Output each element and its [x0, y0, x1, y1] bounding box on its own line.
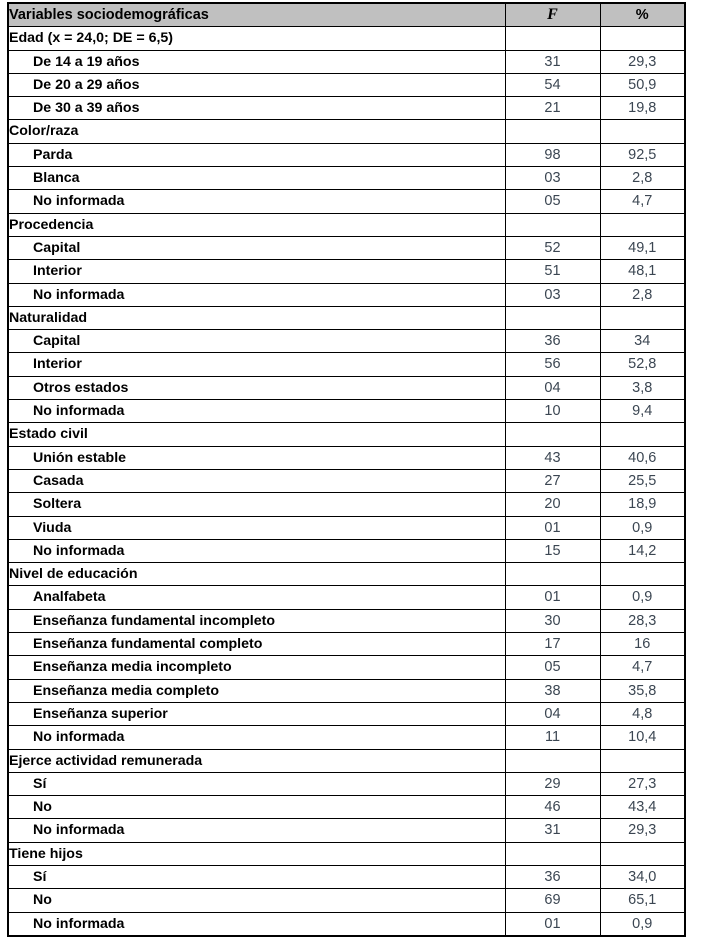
- frequency-cell: 01: [505, 912, 600, 936]
- category-label-cell: Color/raza: [8, 120, 505, 143]
- item-label-cell: No: [8, 889, 505, 912]
- column-header-frequency: F: [505, 3, 600, 27]
- item-label-cell: Viuda: [8, 516, 505, 539]
- frequency-cell: 46: [505, 796, 600, 819]
- table-body: [8, 27, 685, 936]
- frequency-cell: 01: [505, 516, 600, 539]
- frequency-cell: 52: [505, 236, 600, 259]
- table-row: [8, 563, 685, 586]
- percent-cell: 48,1: [600, 260, 685, 283]
- item-label-cell: No informada: [8, 190, 505, 213]
- table-row: [8, 796, 685, 819]
- percent-cell: 18,9: [600, 493, 685, 516]
- table-row: [8, 679, 685, 702]
- table-row: [8, 330, 685, 353]
- percent-cell: 2,8: [600, 167, 685, 190]
- frequency-cell: [505, 563, 600, 586]
- table-row: [8, 143, 685, 166]
- category-label-cell: Estado civil: [8, 423, 505, 446]
- table-row: [8, 120, 685, 143]
- percent-cell: 28,3: [600, 609, 685, 632]
- table-row: [8, 50, 685, 73]
- percent-cell: 2,8: [600, 283, 685, 306]
- table-row: [8, 702, 685, 725]
- frequency-cell: [505, 213, 600, 236]
- column-header-percent: %: [600, 3, 685, 27]
- table-row: [8, 749, 685, 772]
- percent-cell: 35,8: [600, 679, 685, 702]
- table-row: [8, 912, 685, 936]
- table-row: [8, 609, 685, 632]
- category-label-cell: Nivel de educación: [8, 563, 505, 586]
- percent-cell: [600, 842, 685, 865]
- frequency-cell: [505, 306, 600, 329]
- item-label-cell: No informada: [8, 400, 505, 423]
- item-label-cell: Otros estados: [8, 376, 505, 399]
- frequency-cell: 98: [505, 143, 600, 166]
- table-row: [8, 97, 685, 120]
- table-header-row: [8, 3, 685, 27]
- percent-cell: [600, 423, 685, 446]
- table-row: [8, 633, 685, 656]
- percent-cell: 4,8: [600, 702, 685, 725]
- percent-cell: 43,4: [600, 796, 685, 819]
- frequency-cell: 05: [505, 656, 600, 679]
- table-row: [8, 353, 685, 376]
- percent-cell: 92,5: [600, 143, 685, 166]
- table-row: [8, 167, 685, 190]
- table-row: [8, 656, 685, 679]
- table-row: [8, 73, 685, 96]
- percent-cell: 27,3: [600, 772, 685, 795]
- item-label-cell: Blanca: [8, 167, 505, 190]
- table-row: [8, 446, 685, 469]
- table-row: [8, 283, 685, 306]
- sociodemographic-variables-table: [7, 2, 686, 937]
- category-label-cell: Procedencia: [8, 213, 505, 236]
- item-label-cell: Soltera: [8, 493, 505, 516]
- item-label-cell: Casada: [8, 469, 505, 492]
- table-row: [8, 423, 685, 446]
- percent-cell: 0,9: [600, 912, 685, 936]
- item-label-cell: De 14 a 19 años: [8, 50, 505, 73]
- table-row: [8, 493, 685, 516]
- percent-cell: 3,8: [600, 376, 685, 399]
- percent-cell: 29,3: [600, 819, 685, 842]
- table-row: [8, 27, 685, 50]
- frequency-cell: 69: [505, 889, 600, 912]
- frequency-cell: [505, 120, 600, 143]
- item-label-cell: Capital: [8, 330, 505, 353]
- item-label-cell: Enseñanza media completo: [8, 679, 505, 702]
- frequency-cell: 04: [505, 376, 600, 399]
- frequency-cell: 01: [505, 586, 600, 609]
- item-label-cell: Unión estable: [8, 446, 505, 469]
- sociodemographic-table-container: [7, 2, 684, 937]
- percent-cell: 16: [600, 633, 685, 656]
- item-label-cell: No informada: [8, 912, 505, 936]
- percent-cell: 29,3: [600, 50, 685, 73]
- frequency-cell: [505, 27, 600, 50]
- frequency-cell: 29: [505, 772, 600, 795]
- table-row: [8, 726, 685, 749]
- frequency-cell: 36: [505, 330, 600, 353]
- frequency-cell: 03: [505, 167, 600, 190]
- item-label-cell: Sí: [8, 772, 505, 795]
- item-label-cell: De 30 a 39 años: [8, 97, 505, 120]
- table-row: [8, 516, 685, 539]
- frequency-cell: 05: [505, 190, 600, 213]
- percent-cell: 40,6: [600, 446, 685, 469]
- frequency-cell: 31: [505, 50, 600, 73]
- item-label-cell: No informada: [8, 726, 505, 749]
- percent-cell: 65,1: [600, 889, 685, 912]
- frequency-cell: 38: [505, 679, 600, 702]
- frequency-cell: 54: [505, 73, 600, 96]
- item-label-cell: No: [8, 796, 505, 819]
- frequency-cell: [505, 423, 600, 446]
- category-label-cell: Ejerce actividad remunerada: [8, 749, 505, 772]
- table-row: [8, 865, 685, 888]
- frequency-cell: 56: [505, 353, 600, 376]
- frequency-cell: 21: [505, 97, 600, 120]
- frequency-cell: 03: [505, 283, 600, 306]
- frequency-cell: [505, 749, 600, 772]
- item-label-cell: Parda: [8, 143, 505, 166]
- table-row: [8, 236, 685, 259]
- percent-cell: 34,0: [600, 865, 685, 888]
- frequency-cell: 11: [505, 726, 600, 749]
- percent-cell: [600, 213, 685, 236]
- percent-cell: 9,4: [600, 400, 685, 423]
- frequency-cell: 51: [505, 260, 600, 283]
- item-label-cell: Enseñanza fundamental incompleto: [8, 609, 505, 632]
- category-label-cell: Naturalidad: [8, 306, 505, 329]
- frequency-cell: [505, 842, 600, 865]
- frequency-cell: 17: [505, 633, 600, 656]
- table-row: [8, 213, 685, 236]
- table-row: [8, 772, 685, 795]
- percent-cell: [600, 27, 685, 50]
- column-header-variables: Variables sociodemográficas: [8, 3, 505, 27]
- category-label-cell: Tiene hijos: [8, 842, 505, 865]
- frequency-cell: 36: [505, 865, 600, 888]
- percent-cell: 52,8: [600, 353, 685, 376]
- table-row: [8, 469, 685, 492]
- percent-cell: 14,2: [600, 539, 685, 562]
- frequency-cell: 31: [505, 819, 600, 842]
- percent-cell: [600, 120, 685, 143]
- category-label-cell: Edad (x = 24,0; DE = 6,5): [8, 27, 505, 50]
- item-label-cell: Enseñanza fundamental completo: [8, 633, 505, 656]
- frequency-cell: 20: [505, 493, 600, 516]
- table-row: [8, 376, 685, 399]
- percent-cell: 0,9: [600, 586, 685, 609]
- percent-cell: [600, 749, 685, 772]
- percent-cell: 19,8: [600, 97, 685, 120]
- percent-cell: 10,4: [600, 726, 685, 749]
- percent-cell: [600, 563, 685, 586]
- frequency-cell: 04: [505, 702, 600, 725]
- table-row: [8, 586, 685, 609]
- percent-cell: 50,9: [600, 73, 685, 96]
- item-label-cell: Enseñanza media incompleto: [8, 656, 505, 679]
- item-label-cell: De 20 a 29 años: [8, 73, 505, 96]
- table-row: [8, 539, 685, 562]
- table-row: [8, 400, 685, 423]
- table-row: [8, 260, 685, 283]
- table-header: [8, 3, 685, 27]
- percent-cell: 49,1: [600, 236, 685, 259]
- frequency-cell: 27: [505, 469, 600, 492]
- table-row: [8, 819, 685, 842]
- item-label-cell: Interior: [8, 260, 505, 283]
- frequency-cell: 10: [505, 400, 600, 423]
- item-label-cell: Sí: [8, 865, 505, 888]
- table-row: [8, 889, 685, 912]
- percent-cell: [600, 306, 685, 329]
- item-label-cell: Enseñanza superior: [8, 702, 505, 725]
- item-label-cell: Interior: [8, 353, 505, 376]
- item-label-cell: Capital: [8, 236, 505, 259]
- table-row: [8, 842, 685, 865]
- table-row: [8, 190, 685, 213]
- frequency-cell: 15: [505, 539, 600, 562]
- frequency-cell: 30: [505, 609, 600, 632]
- table-row: [8, 306, 685, 329]
- frequency-cell: 43: [505, 446, 600, 469]
- percent-cell: 0,9: [600, 516, 685, 539]
- item-label-cell: No informada: [8, 819, 505, 842]
- percent-cell: 4,7: [600, 656, 685, 679]
- percent-cell: 25,5: [600, 469, 685, 492]
- percent-cell: 34: [600, 330, 685, 353]
- item-label-cell: No informada: [8, 539, 505, 562]
- item-label-cell: Analfabeta: [8, 586, 505, 609]
- percent-cell: 4,7: [600, 190, 685, 213]
- item-label-cell: No informada: [8, 283, 505, 306]
